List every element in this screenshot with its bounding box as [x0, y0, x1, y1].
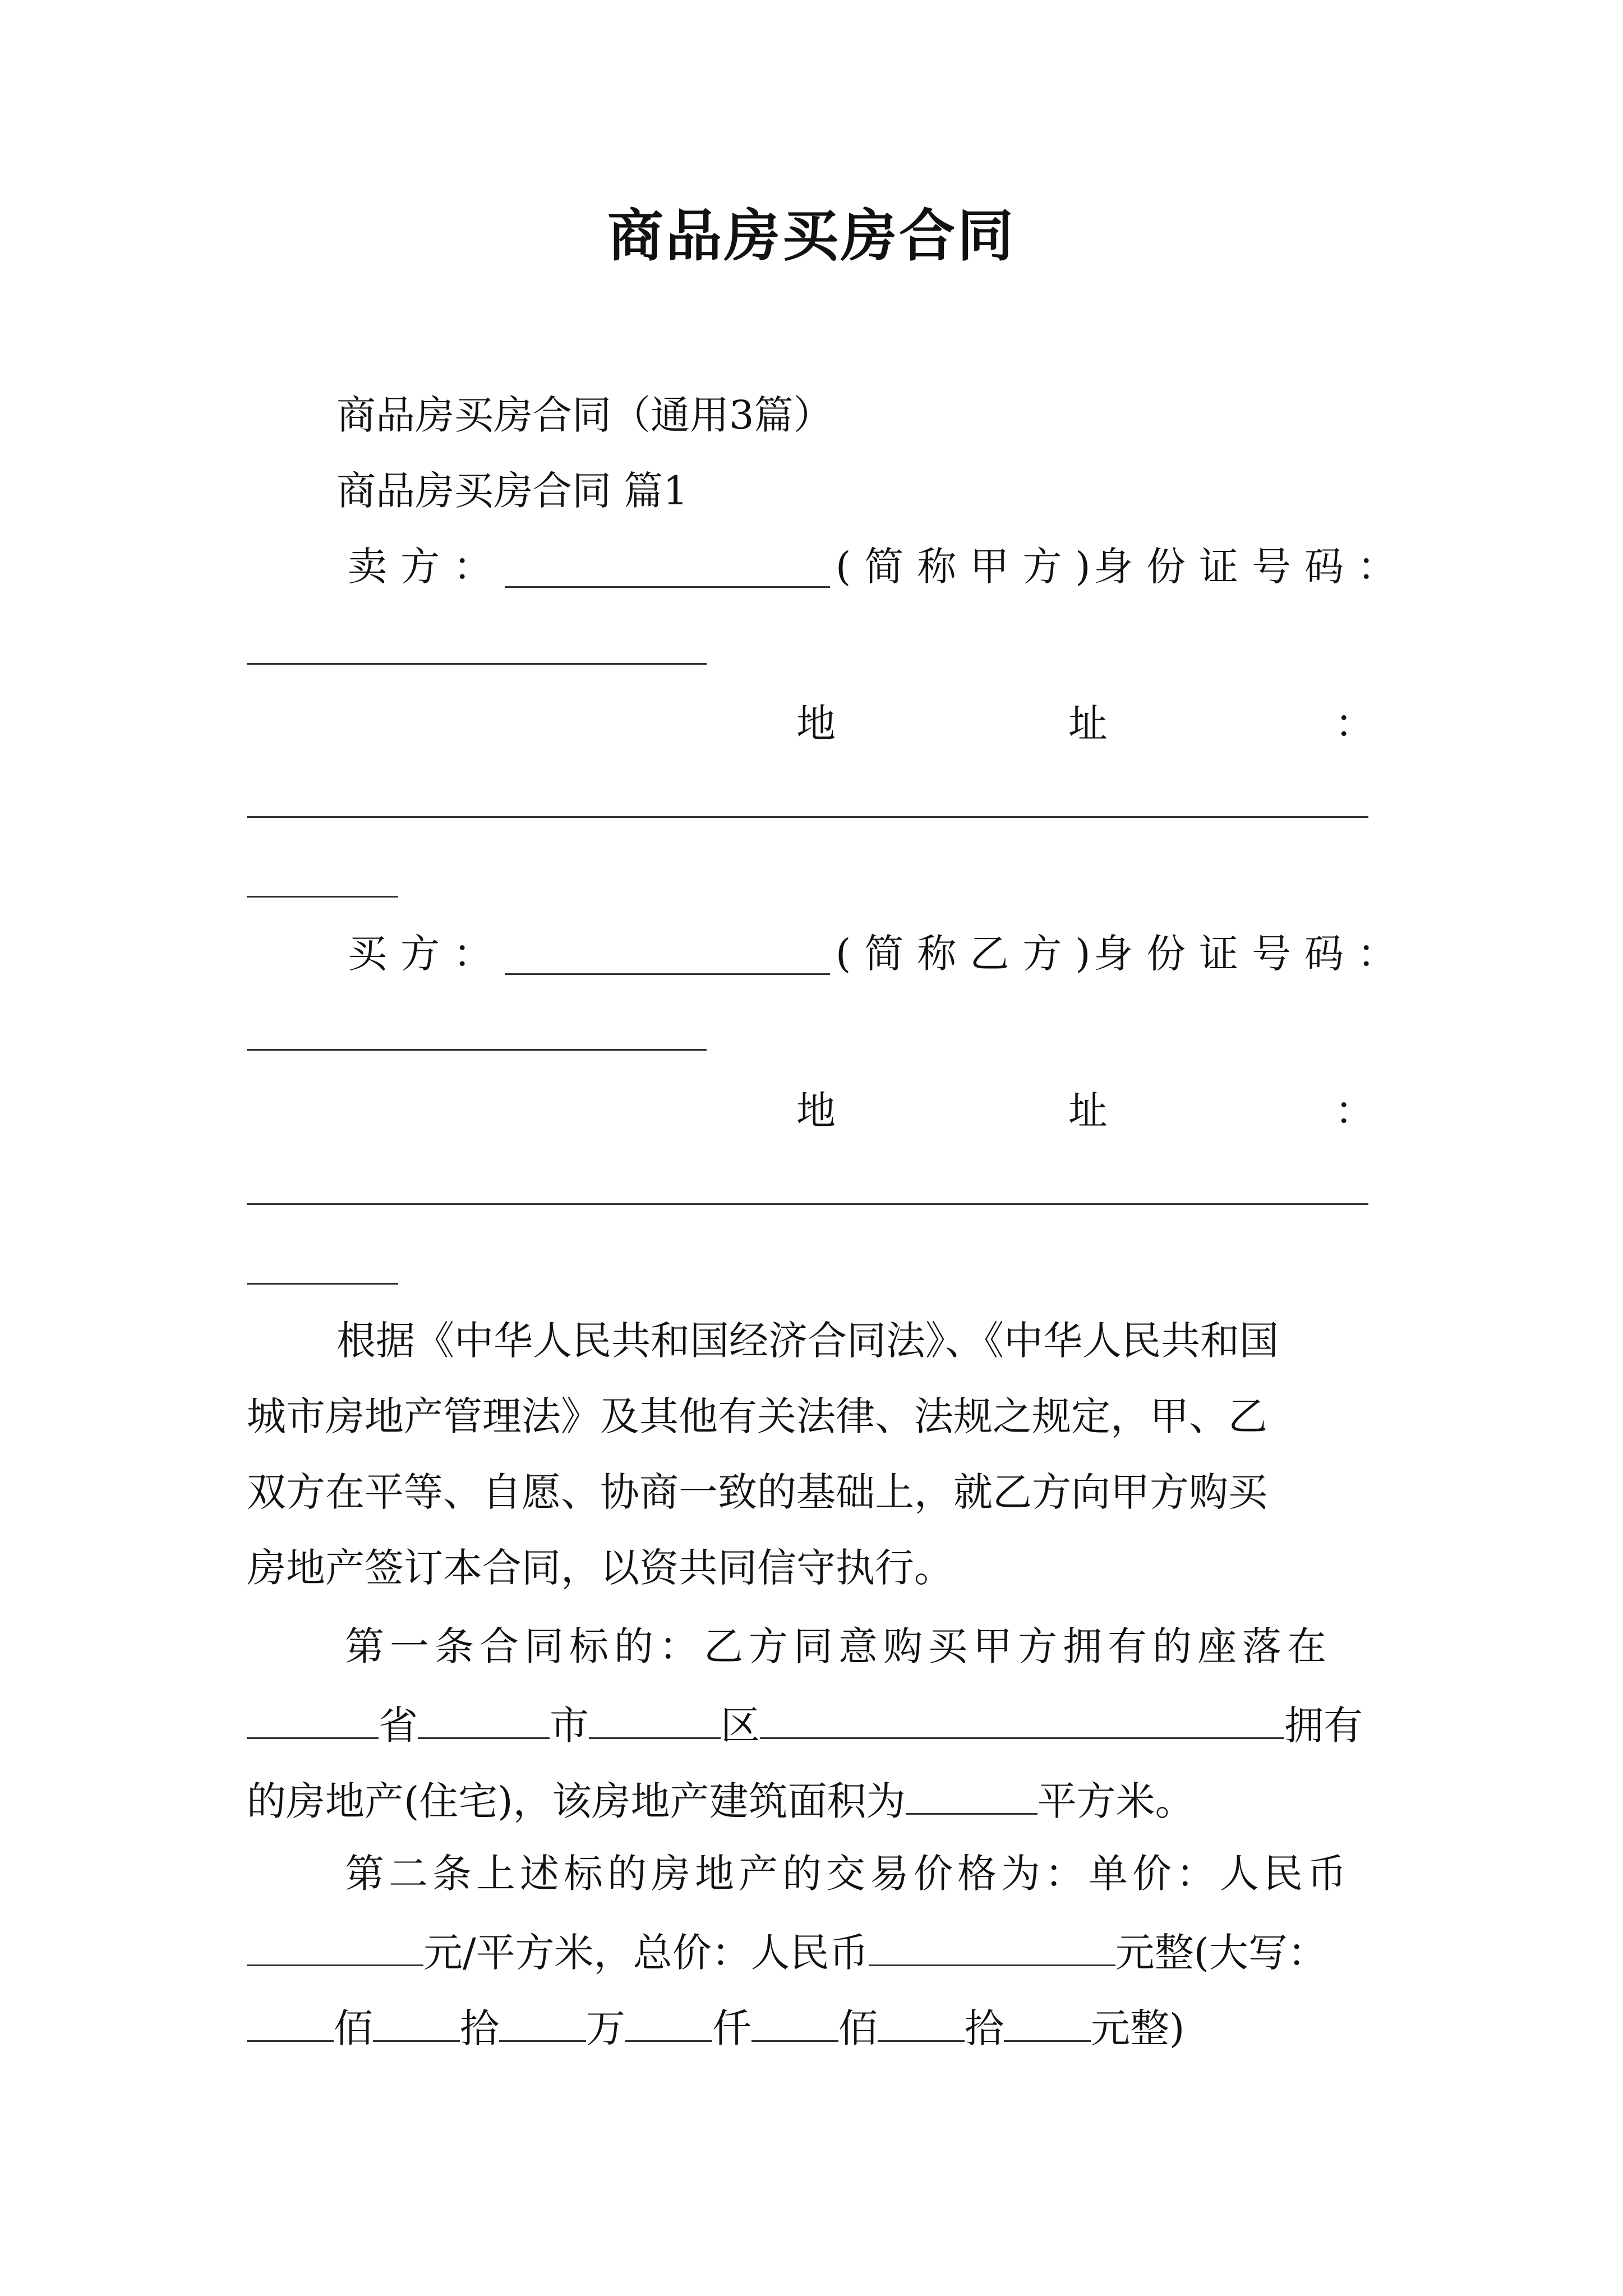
location-blank [760, 1697, 1284, 1739]
amount-blank-5 [751, 2000, 838, 2042]
buyer-short-name: (简称乙方) [836, 931, 1104, 977]
buyer-label: 买方： [348, 931, 506, 977]
amount-blank-4 [625, 2000, 712, 2042]
unit-bai-1: 佰 [334, 2005, 373, 2051]
seller-address-colon: ： [1335, 701, 1374, 747]
article2-line-1: 第二条上述标的房地产的交易价格为：单价：人民币 [345, 1851, 1351, 1897]
unit-wan: 万 [586, 2005, 625, 2051]
buyer-address-char-1: 地 [796, 1088, 836, 1134]
seller-label: 卖方： [348, 544, 506, 590]
amount-blank-6 [878, 2000, 965, 2042]
document-title: 商品房买房合同 [607, 203, 1016, 269]
district-label: 区 [721, 1703, 760, 1749]
area-label: 的房地产(住宅)，该房地产建筑面积为 [247, 1778, 906, 1824]
article2-line-2 [247, 1924, 1327, 1978]
part-heading: 商品房买房合同 篇1 [336, 468, 688, 514]
own-label: 拥有 [1284, 1703, 1363, 1749]
seller-short-name: (简称甲方) [836, 544, 1104, 590]
intro-line-4: 房地产签订本合同，以资共同信守执行。 [247, 1545, 953, 1591]
buyer-address-char-2: 址 [1068, 1088, 1108, 1134]
seller-id-blank [247, 663, 707, 665]
city-label: 市 [550, 1703, 589, 1749]
buyer-name-blank [505, 973, 830, 975]
seller-id-label: 身份证号码： [1094, 544, 1410, 590]
seller-address-char-1: 地 [796, 701, 836, 747]
article1-line-2 [247, 1697, 1363, 1751]
unit-qian: 仟 [712, 2005, 751, 2051]
intro-line-3: 双方在平等、自愿、协商一致的基础上，就乙方向甲方购买 [247, 1469, 1267, 1515]
area-blank [906, 1773, 1038, 1815]
article2-line-3 [247, 2000, 1184, 2054]
district-blank [589, 1697, 721, 1739]
unit-yuan-zheng: 元整) [1091, 2005, 1185, 2051]
amount-blank-3 [499, 2000, 586, 2042]
unit-bai-2: 佰 [838, 2005, 878, 2051]
unit-price-blank [247, 1924, 423, 1966]
seller-address-char-2: 址 [1068, 701, 1108, 747]
article1-line-3 [247, 1773, 1195, 1826]
city-blank [418, 1697, 550, 1739]
amount-blank-1 [247, 2000, 334, 2042]
intro-line-2: 城市房地产管理法》及其他有关法律、法规之规定，甲、乙 [247, 1393, 1267, 1439]
buyer-id-label: 身份证号码： [1094, 931, 1410, 977]
province-blank [247, 1697, 379, 1739]
buyer-address-blank-cont [247, 1283, 398, 1285]
intro-line-1: 根据《中华人民共和国经济合同法》、《中华人民共和国 [336, 1318, 1279, 1364]
unit-shi-2: 拾 [965, 2005, 1004, 2051]
unit-shi-1: 拾 [460, 2005, 499, 2051]
total-price-blank [869, 1924, 1115, 1966]
buyer-address-colon: ： [1335, 1088, 1374, 1134]
article1-line-1: 第一条合同标的：乙方同意购买甲方拥有的座落在 [345, 1623, 1332, 1669]
amount-blank-2 [373, 2000, 460, 2042]
per-sqm-label: 元/平方米，总价：人民币 [423, 1930, 869, 1976]
whole-label: 元整(大写： [1115, 1930, 1327, 1976]
seller-address-blank [247, 816, 1368, 818]
area-unit: 平方米。 [1037, 1778, 1195, 1824]
province-label: 省 [379, 1703, 418, 1749]
seller-address-blank-cont [247, 896, 398, 898]
seller-name-blank [505, 586, 830, 588]
buyer-id-blank [247, 1049, 707, 1051]
buyer-address-blank [247, 1203, 1368, 1205]
document-subtitle: 商品房买房合同（通用3篇） [336, 392, 833, 438]
amount-blank-7 [1004, 2000, 1091, 2042]
